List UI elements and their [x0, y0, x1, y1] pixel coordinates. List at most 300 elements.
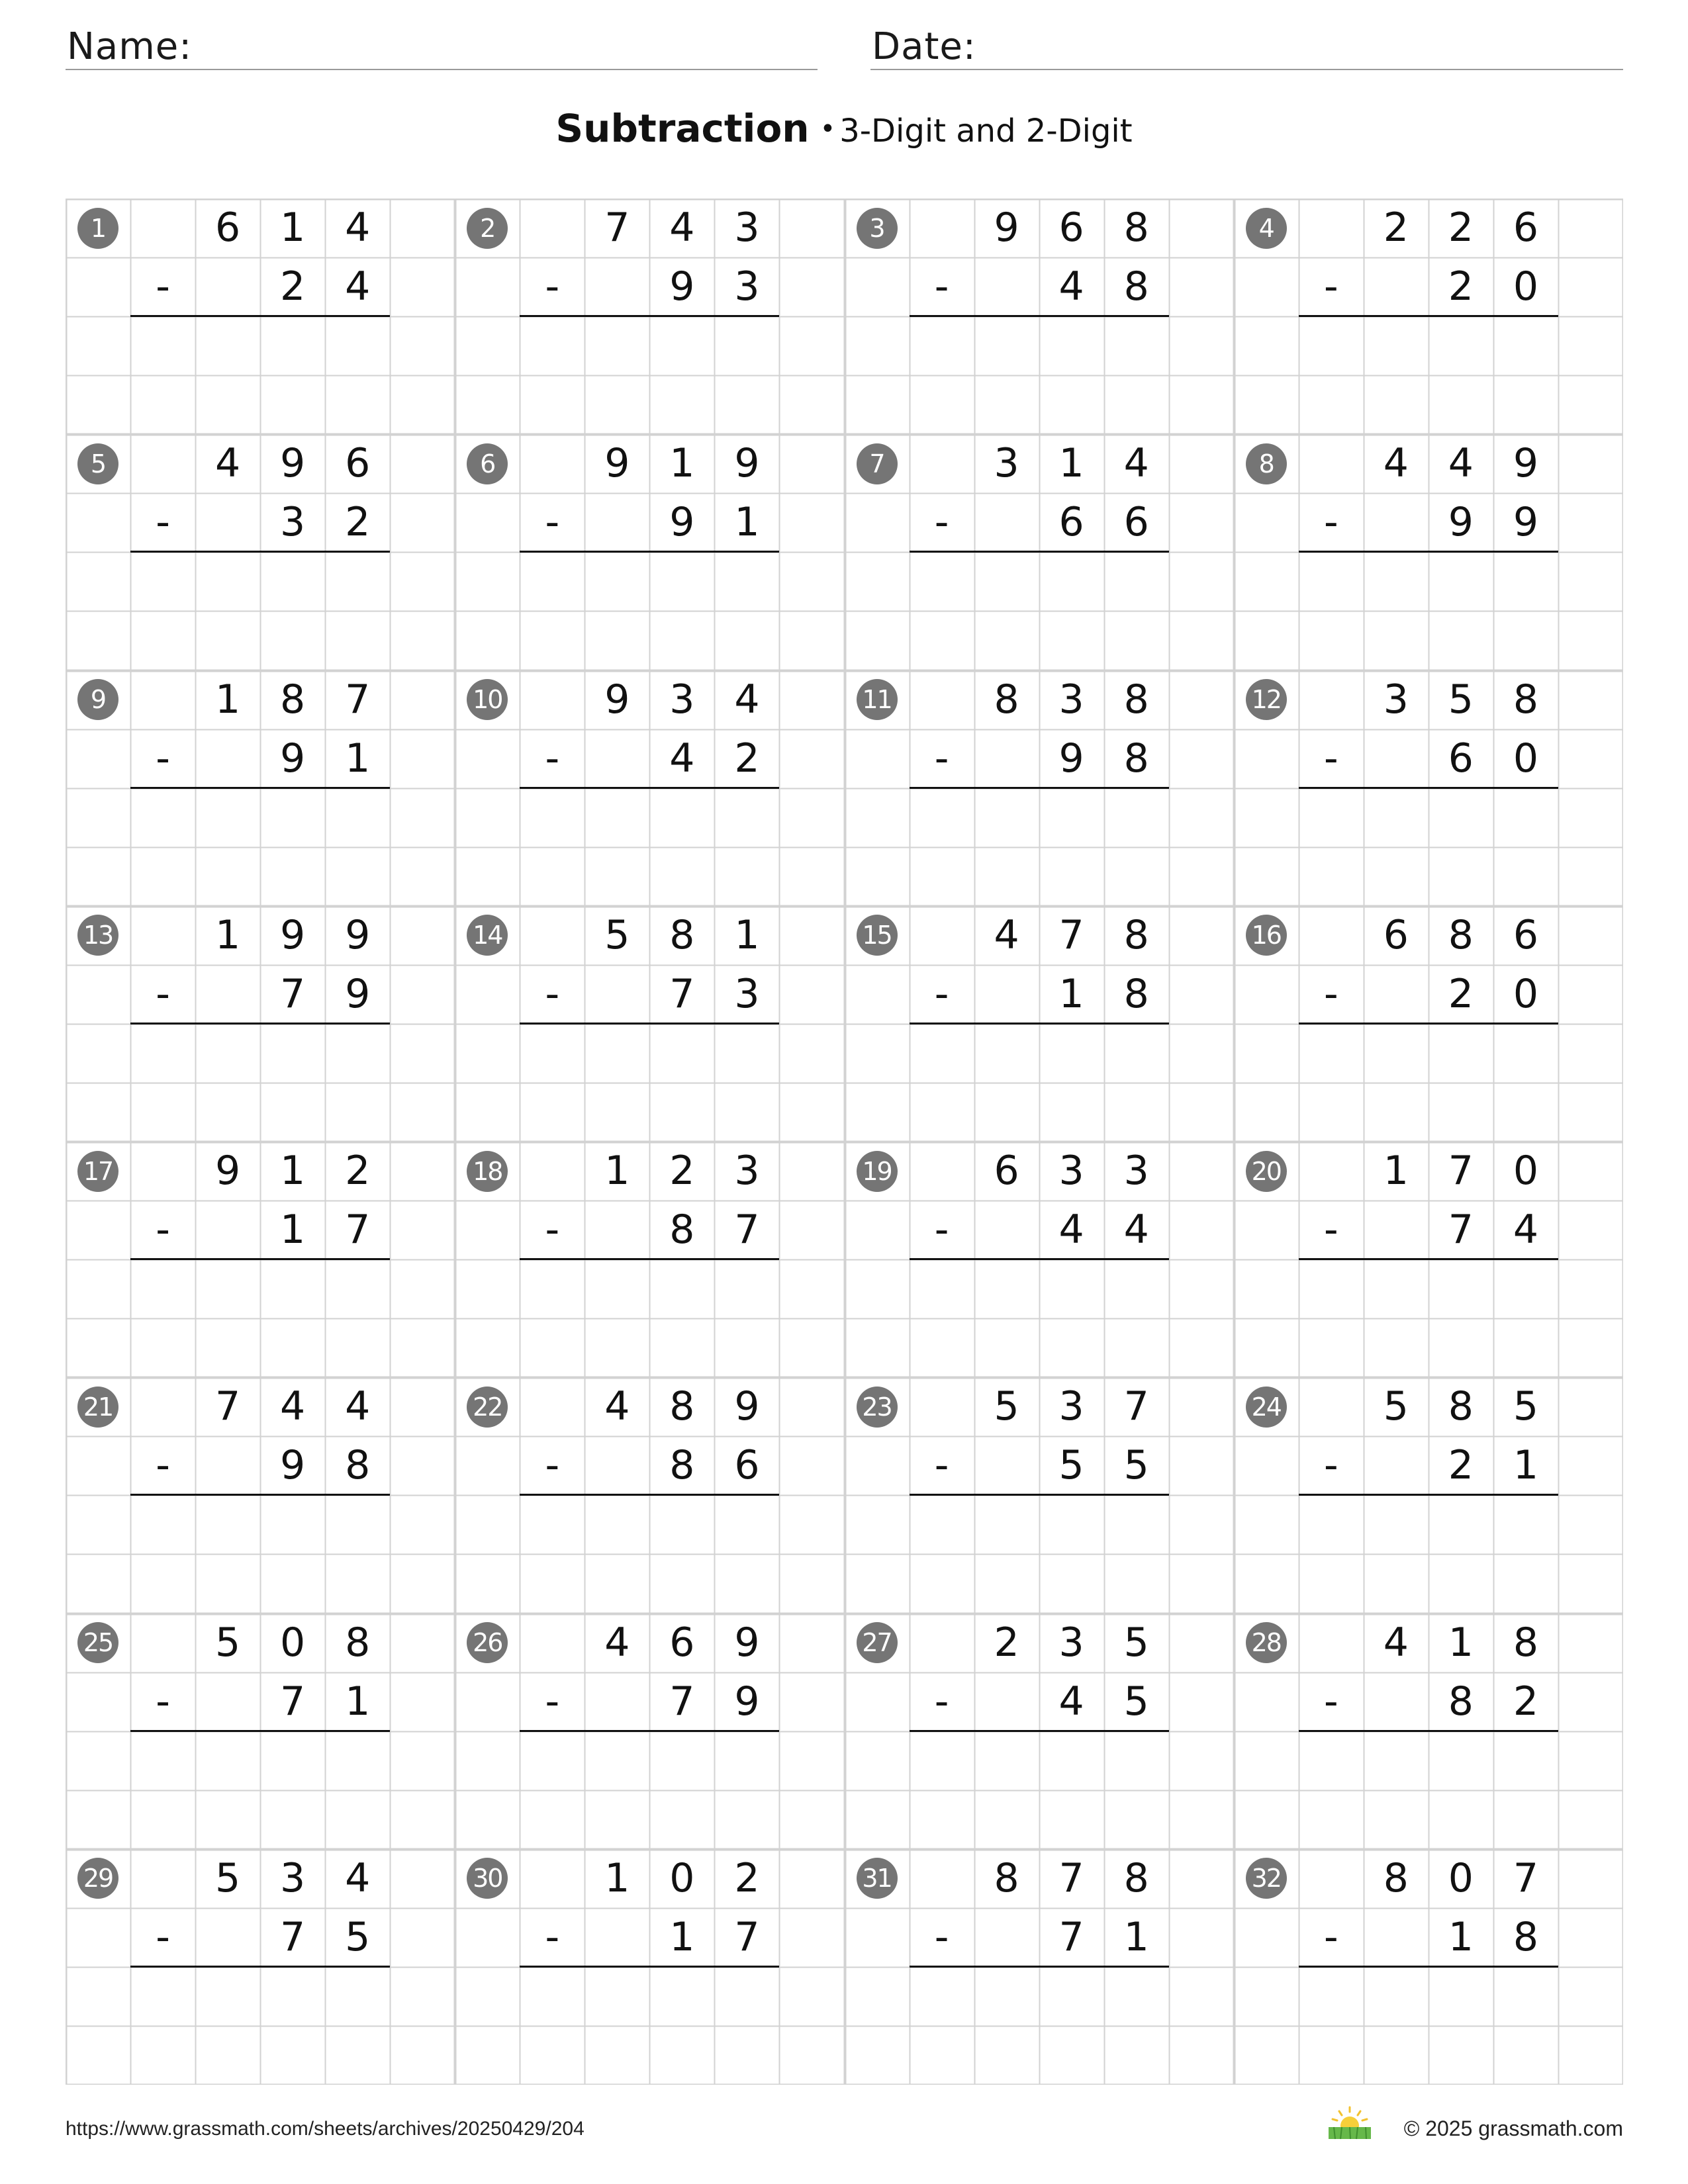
problem-3: [845, 199, 1234, 434]
problem-28: [1234, 1614, 1623, 1849]
minuend-digit: 6: [1513, 911, 1539, 958]
problem-number-badge: 25: [77, 1622, 118, 1663]
minuend-digit: 8: [1383, 1854, 1409, 1901]
minuend-digit: 1: [669, 440, 695, 487]
subtrahend-digit: 1: [280, 1206, 306, 1253]
subtrahend-digit: 4: [1123, 1206, 1149, 1253]
problem-30: [455, 1849, 844, 2085]
minuend-digit: 4: [1123, 440, 1149, 487]
minuend-digit: 7: [604, 205, 630, 251]
minuend-digit: 9: [734, 1619, 760, 1666]
answer-rule: [910, 1023, 1169, 1024]
subtrahend-digit: 5: [1123, 1442, 1149, 1489]
minus-sign: -: [1323, 263, 1338, 310]
problem-31: [845, 1849, 1234, 2085]
minuend-digit: 8: [994, 1854, 1019, 1901]
problem-20: [1234, 1142, 1623, 1377]
minuend-digit: 4: [1448, 440, 1474, 487]
minuend-digit: 1: [280, 1148, 306, 1194]
subtrahend-digit: 8: [345, 1442, 371, 1489]
minuend-digit: 9: [604, 440, 630, 487]
answer-rule: [520, 315, 779, 317]
minus-sign: -: [1323, 1678, 1338, 1725]
subtrahend-digit: 1: [345, 735, 371, 782]
subtrahend-digit: 0: [1513, 263, 1539, 310]
minus-sign: -: [545, 263, 560, 310]
subtrahend-digit: 8: [1123, 970, 1149, 1017]
problem-number-badge: 26: [467, 1622, 508, 1663]
problem-number-badge: 3: [857, 208, 898, 249]
answer-rule: [910, 315, 1169, 317]
subtrahend-digit: 2: [1513, 1678, 1539, 1725]
minuend-digit: 3: [994, 440, 1019, 487]
subtrahend-digit: 5: [345, 1913, 371, 1960]
name-field[interactable]: [66, 25, 818, 70]
subtrahend-digit: 6: [1448, 735, 1474, 782]
answer-rule: [1299, 787, 1558, 789]
minus-sign: -: [934, 970, 949, 1017]
minuend-digit: 3: [734, 1148, 760, 1194]
minuend-digit: 9: [734, 440, 760, 487]
subtrahend-digit: 9: [280, 1442, 306, 1489]
subtrahend-digit: 8: [1448, 1678, 1474, 1725]
minuend-digit: 8: [280, 676, 306, 723]
minuend-digit: 3: [280, 1854, 306, 1901]
problem-14: [455, 906, 844, 1142]
minuend-digit: 2: [669, 1148, 695, 1194]
minuend-digit: 3: [1058, 1148, 1084, 1194]
minuend-digit: 0: [280, 1619, 306, 1666]
subtrahend-digit: 7: [280, 1913, 306, 1960]
problem-number-badge: 21: [77, 1387, 118, 1428]
name-label: Name:: [67, 25, 193, 68]
minuend-digit: 8: [1448, 911, 1474, 958]
problem-10: [455, 670, 844, 906]
minuend-digit: 3: [1123, 1148, 1149, 1194]
minuend-digit: 4: [345, 205, 371, 251]
minuend-digit: 5: [1513, 1383, 1539, 1430]
date-field[interactable]: [870, 25, 1623, 70]
minuend-digit: 7: [1448, 1148, 1474, 1194]
problem-number-badge: 15: [857, 915, 898, 956]
subtrahend-digit: 6: [734, 1442, 760, 1489]
minuend-digit: 8: [1123, 1854, 1149, 1901]
subtrahend-digit: 7: [734, 1206, 760, 1253]
answer-rule: [1299, 1730, 1558, 1732]
subtrahend-digit: 2: [734, 735, 760, 782]
minuend-digit: 9: [280, 440, 306, 487]
subtrahend-digit: 1: [1123, 1913, 1149, 1960]
problem-number-badge: 9: [77, 679, 118, 720]
problem-number-badge: 19: [857, 1151, 898, 1192]
answer-rule: [130, 1258, 390, 1260]
minuend-digit: 4: [604, 1619, 630, 1666]
footer-url[interactable]: https://www.grassmath.com/sheets/archives/20250429/204: [66, 2118, 585, 2140]
problem-1: [66, 199, 455, 434]
answer-rule: [130, 1494, 390, 1496]
subtrahend-digit: 1: [345, 1678, 371, 1725]
minus-sign: -: [156, 970, 170, 1017]
minuend-digit: 5: [215, 1619, 241, 1666]
minuend-digit: 5: [604, 911, 630, 958]
minus-sign: -: [545, 735, 560, 782]
subtrahend-digit: 4: [1058, 1206, 1084, 1253]
minuend-digit: 4: [345, 1854, 371, 1901]
minuend-digit: 8: [669, 911, 695, 958]
subtrahend-digit: 7: [1058, 1913, 1084, 1960]
subtrahend-digit: 7: [280, 970, 306, 1017]
problem-number-badge: 30: [467, 1858, 508, 1899]
minus-sign: -: [1323, 499, 1338, 546]
subtrahend-digit: 7: [280, 1678, 306, 1725]
minuend-digit: 3: [1058, 1619, 1084, 1666]
subtrahend-digit: 9: [669, 263, 695, 310]
minuend-digit: 7: [1123, 1383, 1149, 1430]
problem-number-badge: 12: [1246, 679, 1287, 720]
problem-number-badge: 13: [77, 915, 118, 956]
minuend-digit: 8: [1448, 1383, 1474, 1430]
minuend-digit: 4: [345, 1383, 371, 1430]
problem-19: [845, 1142, 1234, 1377]
date-label: Date:: [872, 25, 976, 68]
minus-sign: -: [934, 1913, 949, 1960]
subtrahend-digit: 2: [1448, 970, 1474, 1017]
problem-number-badge: 27: [857, 1622, 898, 1663]
subtrahend-digit: 8: [669, 1442, 695, 1489]
minuend-digit: 1: [604, 1148, 630, 1194]
problem-23: [845, 1377, 1234, 1613]
problem-number-badge: 31: [857, 1858, 898, 1899]
footer-copyright: © 2025 grassmath.com: [1403, 2116, 1623, 2140]
answer-rule: [1299, 551, 1558, 553]
minus-sign: -: [934, 1678, 949, 1725]
minus-sign: -: [156, 263, 170, 310]
subtrahend-digit: 2: [345, 499, 371, 546]
subtrahend-digit: 9: [1513, 499, 1539, 546]
problem-number-badge: 32: [1246, 1858, 1287, 1899]
problem-13: [66, 906, 455, 1142]
minuend-digit: 5: [994, 1383, 1019, 1430]
minuend-digit: 4: [734, 676, 760, 723]
problem-number-badge: 6: [467, 443, 508, 484]
minuend-digit: 0: [1513, 1148, 1539, 1194]
subtrahend-digit: 7: [669, 970, 695, 1017]
minus-sign: -: [156, 1678, 170, 1725]
subtrahend-digit: 0: [1513, 735, 1539, 782]
minus-sign: -: [934, 1206, 949, 1253]
problem-2: [455, 199, 844, 434]
answer-rule: [520, 1494, 779, 1496]
problem-4: [1234, 199, 1623, 434]
subtrahend-digit: 6: [1123, 499, 1149, 546]
minuend-digit: 1: [1448, 1619, 1474, 1666]
answer-rule: [910, 551, 1169, 553]
minuend-digit: 0: [1448, 1854, 1474, 1901]
answer-rule: [130, 1966, 390, 1968]
answer-rule: [130, 551, 390, 553]
minuend-digit: 2: [1448, 205, 1474, 251]
minuend-digit: 8: [1123, 205, 1149, 251]
problem-number-badge: 17: [77, 1151, 118, 1192]
minuend-digit: 8: [1513, 1619, 1539, 1666]
problem-number-badge: 29: [77, 1858, 118, 1899]
minuend-digit: 8: [1123, 911, 1149, 958]
title-subtitle: 3-Digit and 2-Digit: [839, 113, 1133, 150]
minuend-digit: 9: [280, 911, 306, 958]
minus-sign: -: [934, 263, 949, 310]
subtrahend-digit: 3: [280, 499, 306, 546]
subtrahend-digit: 9: [669, 499, 695, 546]
minus-sign: -: [545, 1442, 560, 1489]
problem-9: [66, 670, 455, 906]
problem-number-badge: 8: [1246, 443, 1287, 484]
subtrahend-digit: 6: [1058, 499, 1084, 546]
minuend-digit: 1: [604, 1854, 630, 1901]
problem-18: [455, 1142, 844, 1377]
subtrahend-digit: 8: [669, 1206, 695, 1253]
problem-16: [1234, 906, 1623, 1142]
answer-rule: [910, 1966, 1169, 1968]
answer-rule: [910, 787, 1169, 789]
problem-number-badge: 18: [467, 1151, 508, 1192]
minuend-digit: 3: [1058, 676, 1084, 723]
grass-sun-logo-icon: [1326, 2106, 1374, 2140]
subtrahend-digit: 8: [1123, 263, 1149, 310]
minuend-digit: 8: [345, 1619, 371, 1666]
subtrahend-digit: 4: [1513, 1206, 1539, 1253]
minuend-digit: 8: [1513, 676, 1539, 723]
minus-sign: -: [156, 1913, 170, 1960]
minuend-digit: 0: [669, 1854, 695, 1901]
minuend-digit: 6: [345, 440, 371, 487]
minus-sign: -: [1323, 1206, 1338, 1253]
subtrahend-digit: 1: [1513, 1442, 1539, 1489]
problem-26: [455, 1614, 844, 1849]
subtrahend-digit: 3: [734, 263, 760, 310]
subtrahend-digit: 4: [1058, 263, 1084, 310]
subtrahend-digit: 9: [734, 1678, 760, 1725]
answer-rule: [130, 1023, 390, 1024]
answer-rule: [130, 315, 390, 317]
problem-number-badge: 11: [857, 679, 898, 720]
answer-rule: [520, 1258, 779, 1260]
answer-rule: [520, 1730, 779, 1732]
subtrahend-digit: 4: [345, 263, 371, 310]
problem-number-badge: 23: [857, 1387, 898, 1428]
answer-rule: [520, 551, 779, 553]
minuend-digit: 9: [734, 1383, 760, 1430]
answer-rule: [1299, 315, 1558, 317]
subtrahend-digit: 8: [1123, 735, 1149, 782]
minus-sign: -: [156, 1442, 170, 1489]
answer-rule: [1299, 1023, 1558, 1024]
minuend-digit: 9: [345, 911, 371, 958]
subtrahend-digit: 0: [1513, 970, 1539, 1017]
problem-number-badge: 28: [1246, 1622, 1287, 1663]
minus-sign: -: [156, 499, 170, 546]
minuend-digit: 7: [1058, 1854, 1084, 1901]
minus-sign: -: [934, 1442, 949, 1489]
subtrahend-digit: 2: [1448, 1442, 1474, 1489]
minuend-digit: 1: [1383, 1148, 1409, 1194]
problem-number-badge: 14: [467, 915, 508, 956]
answer-rule: [1299, 1258, 1558, 1260]
minuend-digit: 9: [215, 1148, 241, 1194]
minuend-digit: 3: [1383, 676, 1409, 723]
minuend-digit: 2: [1383, 205, 1409, 251]
minus-sign: -: [934, 499, 949, 546]
answer-rule: [520, 1023, 779, 1024]
problem-number-badge: 16: [1246, 915, 1287, 956]
problem-15: [845, 906, 1234, 1142]
subtrahend-digit: 5: [1123, 1678, 1149, 1725]
problem-number-badge: 2: [467, 208, 508, 249]
subtrahend-digit: 1: [1448, 1913, 1474, 1960]
minuend-digit: 6: [1383, 911, 1409, 958]
minuend-digit: 4: [215, 440, 241, 487]
minuend-digit: 7: [1513, 1854, 1539, 1901]
title-main: Subtraction: [555, 106, 810, 151]
problem-number-badge: 10: [467, 679, 508, 720]
minuend-digit: 8: [994, 676, 1019, 723]
problem-32: [1234, 1849, 1623, 2085]
minuend-digit: 1: [215, 676, 241, 723]
minuend-digit: 6: [994, 1148, 1019, 1194]
subtrahend-digit: 9: [345, 970, 371, 1017]
minuend-digit: 6: [1513, 205, 1539, 251]
minuend-digit: 2: [994, 1619, 1019, 1666]
minus-sign: -: [934, 735, 949, 782]
problem-8: [1234, 434, 1623, 670]
minuend-digit: 1: [734, 911, 760, 958]
subtrahend-digit: 2: [1448, 263, 1474, 310]
minuend-digit: 8: [1123, 676, 1149, 723]
subtrahend-digit: 3: [734, 970, 760, 1017]
minus-sign: -: [1323, 1442, 1338, 1489]
minus-sign: -: [156, 735, 170, 782]
minuend-digit: 4: [604, 1383, 630, 1430]
problem-27: [845, 1614, 1234, 1849]
answer-rule: [520, 787, 779, 789]
minuend-digit: 1: [280, 205, 306, 251]
subtrahend-digit: 9: [1448, 499, 1474, 546]
minus-sign: -: [1323, 735, 1338, 782]
problem-17: [66, 1142, 455, 1377]
minuend-digit: 9: [604, 676, 630, 723]
answer-rule: [130, 1730, 390, 1732]
subtrahend-digit: 1: [1058, 970, 1084, 1017]
minuend-digit: 7: [215, 1383, 241, 1430]
subtrahend-digit: 5: [1058, 1442, 1084, 1489]
minuend-digit: 3: [1058, 1383, 1084, 1430]
problem-grid: [66, 199, 1623, 2085]
minuend-digit: 4: [280, 1383, 306, 1430]
minuend-digit: 1: [215, 911, 241, 958]
minus-sign: -: [545, 1913, 560, 1960]
problem-number-badge: 4: [1246, 208, 1287, 249]
problem-5: [66, 434, 455, 670]
minuend-digit: 5: [215, 1854, 241, 1901]
minus-sign: -: [545, 970, 560, 1017]
problem-29: [66, 1849, 455, 2085]
minus-sign: -: [545, 499, 560, 546]
minuend-digit: 8: [669, 1383, 695, 1430]
answer-rule: [910, 1494, 1169, 1496]
minus-sign: -: [545, 1206, 560, 1253]
minuend-digit: 5: [1123, 1619, 1149, 1666]
problem-6: [455, 434, 844, 670]
subtrahend-digit: 1: [734, 499, 760, 546]
minuend-digit: 4: [669, 205, 695, 251]
minuend-digit: 1: [1058, 440, 1084, 487]
subtrahend-digit: 7: [345, 1206, 371, 1253]
answer-rule: [130, 787, 390, 789]
title-bullet: •: [820, 114, 836, 144]
minuend-digit: 4: [1383, 440, 1409, 487]
problem-number-badge: 20: [1246, 1151, 1287, 1192]
answer-rule: [910, 1258, 1169, 1260]
minus-sign: -: [1323, 1913, 1338, 1960]
answer-rule: [1299, 1494, 1558, 1496]
subtrahend-digit: 1: [669, 1913, 695, 1960]
subtrahend-digit: 7: [1448, 1206, 1474, 1253]
problem-25: [66, 1614, 455, 1849]
answer-rule: [910, 1730, 1169, 1732]
minuend-digit: 7: [345, 676, 371, 723]
minuend-digit: 6: [1058, 205, 1084, 251]
problem-number-badge: 1: [77, 208, 118, 249]
problem-12: [1234, 670, 1623, 906]
minuend-digit: 5: [1448, 676, 1474, 723]
subtrahend-digit: 8: [1513, 1913, 1539, 1960]
subtrahend-digit: 4: [669, 735, 695, 782]
minuend-digit: 9: [994, 205, 1019, 251]
minuend-digit: 2: [734, 1854, 760, 1901]
answer-rule: [1299, 1966, 1558, 1968]
problem-21: [66, 1377, 455, 1613]
minuend-digit: 3: [669, 676, 695, 723]
minuend-digit: 5: [1383, 1383, 1409, 1430]
worksheet-title: [0, 106, 1688, 151]
minuend-digit: 4: [994, 911, 1019, 958]
minus-sign: -: [1323, 970, 1338, 1017]
minuend-digit: 7: [1058, 911, 1084, 958]
problem-number-badge: 24: [1246, 1387, 1287, 1428]
subtrahend-digit: 9: [280, 735, 306, 782]
minuend-digit: 3: [734, 205, 760, 251]
problem-11: [845, 670, 1234, 906]
minuend-digit: 6: [215, 205, 241, 251]
problem-24: [1234, 1377, 1623, 1613]
subtrahend-digit: 4: [1058, 1678, 1084, 1725]
problem-number-badge: 22: [467, 1387, 508, 1428]
minuend-digit: 4: [1383, 1619, 1409, 1666]
answer-rule: [520, 1966, 779, 1968]
problem-number-badge: 5: [77, 443, 118, 484]
problem-7: [845, 434, 1234, 670]
subtrahend-digit: 9: [1058, 735, 1084, 782]
subtrahend-digit: 7: [669, 1678, 695, 1725]
minus-sign: -: [156, 1206, 170, 1253]
subtrahend-digit: 2: [280, 263, 306, 310]
problem-22: [455, 1377, 844, 1613]
problem-number-badge: 7: [857, 443, 898, 484]
minuend-digit: 2: [345, 1148, 371, 1194]
minuend-digit: 9: [1513, 440, 1539, 487]
minuend-digit: 6: [669, 1619, 695, 1666]
minus-sign: -: [545, 1678, 560, 1725]
subtrahend-digit: 7: [734, 1913, 760, 1960]
